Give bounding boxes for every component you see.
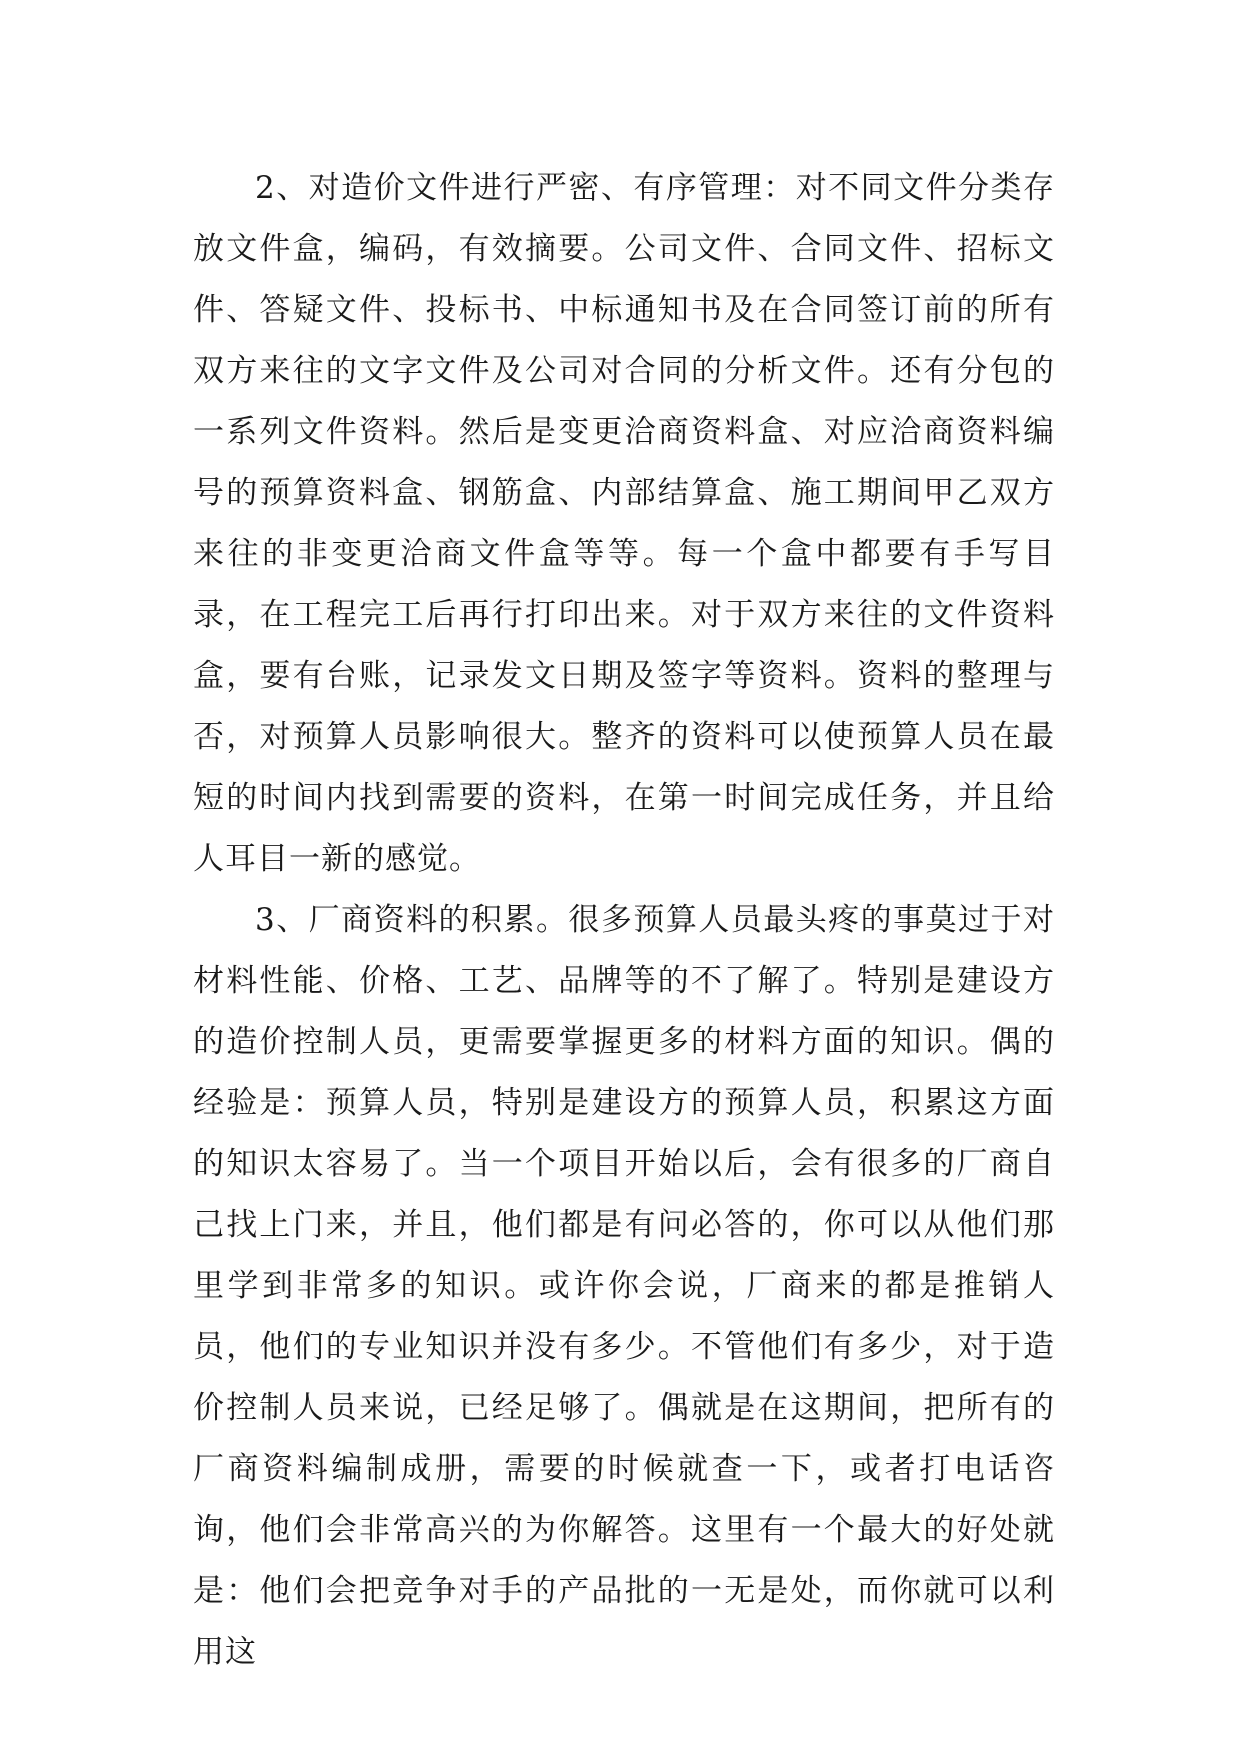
- document-body: [193, 158, 1055, 1683]
- paragraph-vendor-materials: 3、厂商资料的积累。很多预算人员最头疼的事莫过于对材料性能、价格、工艺、品牌等的不了解了。特别是建设方的造价控制人员，更需要掌握更多的材料方面的知识。偶的经验是：预算人员，特别是建设方的预算人员，积累这方面的知识太容易了。当一个项目开始以后，会有很多的厂商自己找上门来，并且，他们都是有问必答的，你可以从他们那里学到非常多的知识。或许你会说，厂商来的都是推销人员，他们的专业知识并没有多少。不管他们有多少，对于造价控制人员来说，已经足够了。偶就是在这期间，把所有的厂商资料编制成册，需要的时候就查一下，或者打电话咨询，他们会非常高兴的为你解答。这里有一个最大的好处就是：他们会把竞争对手的产品批的一无是处，而你就可以利用这: [193, 902, 1055, 1670]
- paragraph-file-management: 2、对造价文件进行严密、有序管理：对不同文件分类存放文件盒，编码，有效摘要。公司文件、合同文件、招标文件、答疑文件、投标书、中标通知书及在合同签订前的所有双方来往的文字文件及公司对合同的分析文件。还有分包的一系列文件资料。然后是变更洽商资料盒、对应洽商资料编号的预算资料盒、钢筋盒、内部结算盒、施工期间甲乙双方来往的非变更洽商文件盒等等。每一个盒中都要有手写目录，在工程完工后再行打印出来。对于双方来往的文件资料盒，要有台账，记录发文日期及签字等资料。资料的整理与否，对预算人员影响很大。整齐的资料可以使预算人员在最短的时间内找到需要的资料，在第一时间完成任务，并且给人耳目一新的感觉。: [193, 170, 1055, 877]
